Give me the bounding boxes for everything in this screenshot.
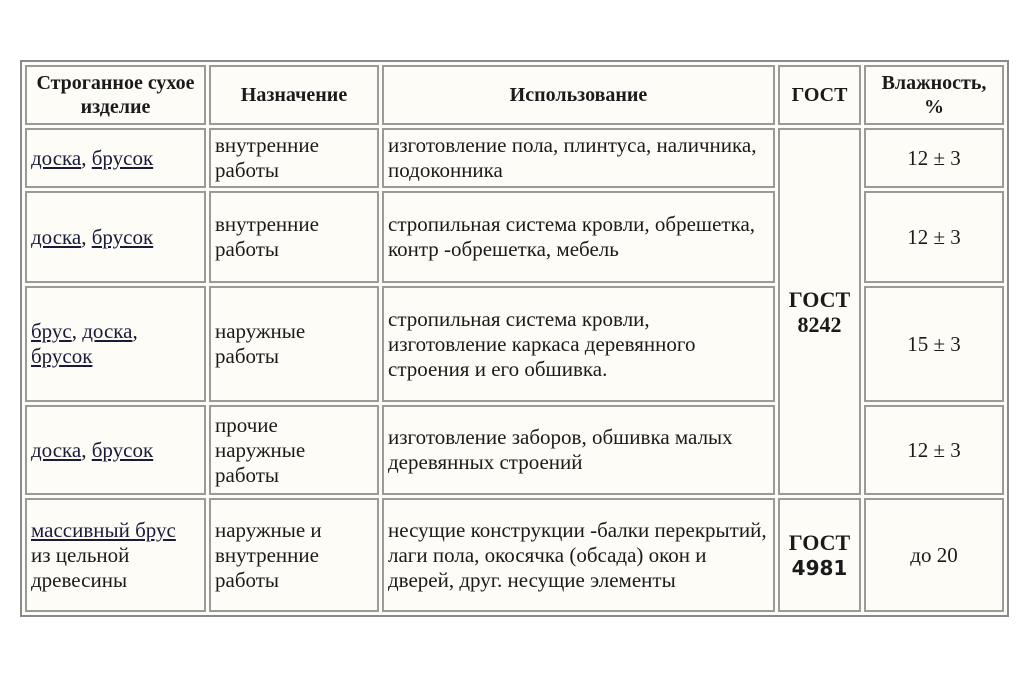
- product-link[interactable]: брусок: [91, 145, 154, 170]
- header-row: [25, 65, 1004, 125]
- gost-label: ГОСТ: [788, 529, 851, 555]
- separator: ,: [81, 224, 92, 249]
- gost-4981-cell: [778, 498, 861, 612]
- gost-number: 8242: [797, 311, 842, 337]
- purpose-cell: прочие наружные работы: [209, 405, 379, 495]
- header-product: Строганное сухое изделие: [25, 65, 206, 125]
- product-link[interactable]: массивный брус: [31, 517, 176, 542]
- product-link[interactable]: брусок: [31, 344, 93, 368]
- header-humidity: Влажность, %: [864, 65, 1004, 125]
- usage-cell: несущие конструкции -балки перекрытий, лаги пола, окосячка (обсада) окон и дверей, друг. несущие элементы: [382, 498, 775, 612]
- purpose-cell: внутренние работы: [209, 191, 379, 283]
- lumber-table: [20, 60, 1009, 617]
- header-gost: ГОСТ: [778, 65, 861, 125]
- product-cell: [25, 405, 206, 495]
- humidity-cell: 12 ± 3: [864, 191, 1004, 283]
- usage-cell: стропильная система кровли, изготовление каркаса деревянного строения и его обшивка.: [382, 286, 775, 402]
- product-link[interactable]: доска: [31, 437, 82, 462]
- product-link[interactable]: доска: [82, 319, 133, 343]
- header-purpose: Назначение: [209, 65, 379, 125]
- header-usage: Использование: [382, 65, 775, 125]
- table-row: [25, 128, 1004, 188]
- humidity-cell: 12 ± 3: [864, 405, 1004, 495]
- product-link[interactable]: доска: [31, 145, 82, 170]
- product-cell: [25, 191, 206, 283]
- separator: ,: [71, 319, 83, 343]
- product-link[interactable]: доска: [31, 224, 82, 249]
- humidity-cell: до 20: [864, 498, 1004, 612]
- gost-number: 4981: [791, 555, 848, 580]
- gost-8242-cell: [778, 128, 861, 495]
- humidity-cell: 15 ± 3: [864, 286, 1004, 402]
- humidity-cell: 12 ± 3: [864, 128, 1004, 188]
- usage-cell: стропильная система кровли, обрешетка, контр -обрешетка, мебель: [382, 191, 775, 283]
- separator: ,: [81, 437, 92, 462]
- table-row: [25, 498, 1004, 612]
- separator: ,: [81, 145, 92, 170]
- separator: ,: [132, 319, 138, 343]
- usage-cell: изготовление заборов, обшивка малых деревянных строений: [382, 405, 775, 495]
- purpose-cell: наружные и внутренние работы: [209, 498, 379, 612]
- product-link[interactable]: брусок: [91, 224, 154, 249]
- purpose-cell: наружные работы: [209, 286, 379, 402]
- gost-label: ГОСТ: [788, 286, 851, 312]
- product-link[interactable]: брус: [31, 319, 72, 343]
- product-cell: [25, 128, 206, 188]
- product-cell: [25, 286, 206, 402]
- product-link[interactable]: брусок: [91, 437, 154, 462]
- product-rest: из цельной древесины: [31, 542, 130, 592]
- purpose-cell: внутренние работы: [209, 128, 379, 188]
- usage-cell: изготовление пола, плинтуса, наличника, подоконника: [382, 128, 775, 188]
- product-cell: [25, 498, 206, 612]
